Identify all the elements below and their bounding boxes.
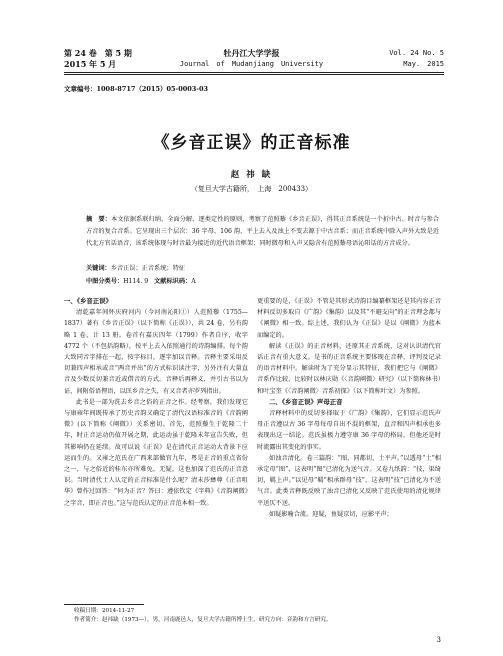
page-number: 3 bbox=[436, 636, 441, 644]
date-cn: 2015 年 5 月 bbox=[64, 59, 117, 69]
right-paragraph-2: 解读《正误》的正音材料，还原其正音系统，这对认识清代官话正音有重大意义。是书的正音系统主要体现在音释、评判及记录的语音材料中。解读时为了充分显示其特征，我们把它与《阐微》音系作比较，比较时以林庆勋《〈音韵阐微〉研究》（以下简称林书）和叶宝奎《〈音韵阐微〉音系初探》（以下简称叶文）为参照。 bbox=[257, 342, 441, 395]
doc-code: A bbox=[191, 278, 196, 285]
author-affiliation: （复旦大学古籍所， 上海 200433） bbox=[190, 185, 313, 193]
classification bbox=[86, 277, 439, 287]
header-rule-thin bbox=[64, 74, 444, 75]
abstract-label: 摘 要： bbox=[86, 216, 111, 223]
right-column bbox=[257, 296, 441, 520]
author-bio: 作者简介：赵祎缺（1973—），男，河南鹿邑人，复旦大学古籍所博士生，研究方向：音韵和方言研究。 bbox=[74, 617, 332, 623]
doc-code-label: 文献标识码： bbox=[154, 278, 192, 285]
left-paragraph-2: 此书是一部为洗去乡音之俗的正音之作。经考察，我们发现它与康雍年间既传承了历史音韵又确定了清代汉语标准音的《音韵阐微》(以下简称《阐微》）关系密切。首先，范照藜生于乾隆二十年，时正音运动仍值开展之期，此运动虽于乾隆末年宣告失败，但其影响仍在延续。故可以说《正误》是在清代正音运动大背景下应运而生的。又雍之范氏在广西来部做官九年，粤是正音的重点省份之一，与之俗近的桂东亦所难免。无疑，这也加深了范氏的正音意识。当时清代士人认定的正音标准是什么呢？清末莎彝尊《正音咀华》曾作过回答：“何为正音？答曰：遵依钦定《字典》《音韵阐微》之字音，即正音也。”这与范氏认定的正音范本相一致。 bbox=[64, 398, 248, 507]
keywords-text: 乡音正误；正音系统；特征 bbox=[110, 265, 185, 272]
right-paragraph-1: 更重要的是，《正误》不管是其形式诗韵目编纂框架还是其内容正音材料反切多取自《广韵》《集韵》以及其“不避支向”的正音理念都与《阐微》相一致。综上述，我们认为《正误》是以《阐微》为蓝本而编定的。 bbox=[257, 298, 441, 339]
right-paragraph-4: 如浊音清化。卷三篇韵：“图，同都切，土平声。”以透母“土”相承定母“图”，这表明“图”已清化为送气音。又卷九纸韵：“技，渠绮切，羁上声。”以见母“羁”相承群母“技”，这表明“技”已清化为不送气音。此类音释既反映了浊音已清化又反映了范氏使用的清化规律平送仄不送。 bbox=[257, 454, 441, 507]
abstract-text: 本文依据系联归纳、全面分解、逐类定性的原则，考察了范照藜《乡音正误》，得其正音系统是一个折中古、时音与参合方音的复合音系。它呈现出三个层次：36 字母、106 韵、平上去入及浊上不变去源于中古音系；而正音系统中除入声外大致是近代北方官话语音，该系统体现与时音最为接近的近代语音框架；同时微母和入声又隐含有范照藜母语沁阳话的方音成分。 bbox=[86, 216, 439, 247]
journal-name-en: Journal of Mudanjiang University bbox=[179, 60, 324, 68]
right-paragraph-3: 音释材料中的反切多择取于《广韵》《集韵》，它们显示范氏声母正音遵以古 36 字母每母自出不混的框架，直音和四声相承也多表现出这一结论。范氏虽极力遵守康 36 字母的格局，但他还是时时流露出其变化的事实。 bbox=[257, 410, 441, 451]
article-title: 《乡音正误》的正音标准 bbox=[152, 133, 351, 153]
left-column bbox=[64, 296, 248, 509]
abstract bbox=[86, 214, 439, 250]
section-heading-1: 一、《乡音正误》 bbox=[64, 297, 112, 305]
article-number: 文章编号：1008-8717（2015）05-0003-03 bbox=[64, 85, 209, 93]
left-paragraph-1: 清乾嘉年间怀庆府河内（今河南沁阳①）人范照藜（1755—1837）著有《乡音正误》（以下简称《正误》），共 24 卷，另有韵略 1 卷，计 13 册。卷首有嘉庆四年（1799）作者自序，收字 4772 个（不包括韵略），按平上去入依照通行的诗韵编排。每个韵大致同音字排在一起，按字标目，逐字加以音释。音释主要采用反切兼四声相承或音“两音并出”的方式标识读注字，另外注有大量直音及少数反切兼音近或借音的方式。音释后再释义，并引古书以为证，间附俗语俚语，以匡乡音之失，有又音者亦罗列指出。 bbox=[64, 309, 248, 395]
clc-code: H114. 9 bbox=[123, 278, 149, 285]
volume-issue-cn: 第 24 卷 第 5 期 bbox=[64, 48, 132, 58]
header-rule bbox=[64, 72, 444, 73]
volume-issue-en: Vol. 24 No. 5 bbox=[389, 49, 444, 57]
keywords-label: 关键词： bbox=[86, 265, 111, 272]
clc-label: 中图分类号： bbox=[86, 278, 124, 285]
journal-name-cn: 牡丹江大学学报 bbox=[223, 48, 280, 58]
received-date: 收稿日期：2014-11-27 bbox=[74, 608, 135, 614]
right-paragraph-5: 如疑影喻合流。迎疑，鱼疑京切，应影平声； bbox=[269, 510, 393, 518]
keywords bbox=[86, 264, 439, 274]
footnote-rule bbox=[64, 604, 144, 605]
footnote bbox=[74, 607, 434, 625]
section-heading-2: 二、《乡音正误》声母正音 bbox=[269, 397, 343, 406]
date-en: May. 2015 bbox=[403, 60, 444, 68]
author-name: 赵 祎 缺 bbox=[230, 170, 273, 180]
